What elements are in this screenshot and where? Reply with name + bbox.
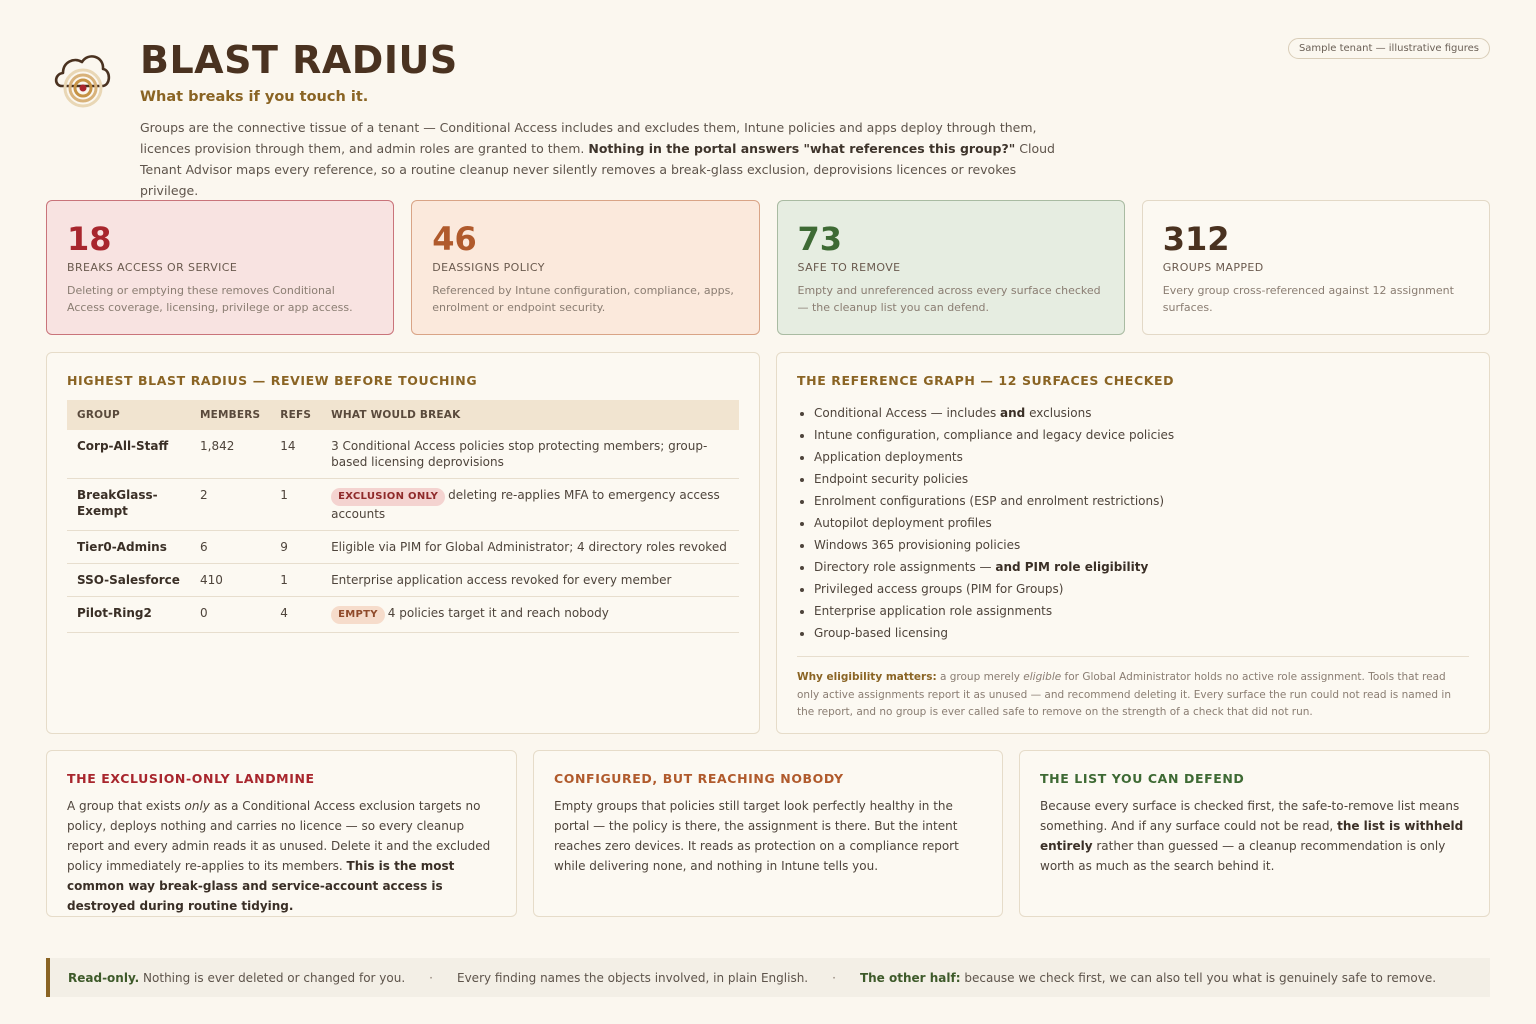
- list-item: • Application deployments: [814, 446, 1469, 468]
- stat-value: 18: [67, 220, 112, 258]
- page-tagline: What breaks if you touch it.: [140, 89, 369, 105]
- list-item: • Enrolment configurations (ESP and enrolment restrictions): [814, 490, 1469, 512]
- reference-graph-panel: [776, 352, 1490, 734]
- list-item: • Intune configuration, compliance and legacy device policies: [814, 424, 1469, 446]
- table-header-row: [67, 400, 739, 430]
- stat-card-safe: [777, 200, 1125, 335]
- list-item: • Privileged access groups (PIM for Groups): [814, 578, 1469, 600]
- eligibility-note: Why eligibility matters: a group merely eligible for Global Administrator holds no active role assignment. Tools that read only active assignments report it as unused — and recommend deleting it. Every surface the run could not read is named in the report, and no group is ever called safe to remove on the strength of a check that did not run.: [797, 656, 1469, 722]
- column-header-group: GROUP: [67, 400, 190, 430]
- break-description: EXCLUSION ONLY deleting re-applies MFA to emergency access accounts: [321, 479, 739, 531]
- stat-card-mapped: [1142, 200, 1490, 335]
- footer-separator: ·: [832, 970, 836, 985]
- stat-label: DEASSIGNS POLICY: [432, 261, 545, 274]
- stat-value: 46: [432, 220, 477, 258]
- stat-description: Referenced by Intune configuration, compliance, apps, enrolment or endpoint security.: [432, 284, 734, 314]
- list-you-can-defend-card: [1019, 750, 1490, 917]
- surface-list: [797, 402, 1469, 644]
- ref-count: 9: [270, 531, 321, 564]
- card-body: Because every surface is checked first, the safe-to-remove list means something. And if any surface could not be read, the list is withheld entirely rather than guessed — a cleanup recommendation is only worth as much as the search behind it.: [1040, 799, 1464, 873]
- footer-readonly: Read-only. Nothing is ever deleted or changed for you.: [68, 970, 406, 985]
- break-description: 3 Conditional Access policies stop protecting members; group-based licensing deprovisions: [321, 430, 739, 479]
- stat-value: 312: [1162, 220, 1230, 258]
- break-description: Enterprise application access revoked for every member: [321, 564, 739, 597]
- stat-label: SAFE TO REMOVE: [797, 261, 901, 274]
- table-row[interactable]: [67, 479, 739, 531]
- stat-label: GROUPS MAPPED: [1162, 261, 1264, 274]
- group-name: Corp-All-Staff: [67, 430, 190, 479]
- footer-separator: ·: [429, 970, 433, 985]
- empty-badge: EMPTY: [331, 606, 385, 624]
- stat-card-breaks: [46, 200, 394, 335]
- card-title: THE LIST YOU CAN DEFEND: [1040, 771, 1245, 786]
- list-item: • Enterprise application role assignments: [814, 600, 1469, 622]
- stat-cards: [46, 200, 1490, 335]
- column-header-members: MEMBERS: [190, 400, 270, 430]
- group-name: SSO-Salesforce: [67, 564, 190, 597]
- column-header-refs: REFS: [270, 400, 321, 430]
- footer-other-half: The other half: because we check first, we can also tell you what is genuinely safe to remove.: [859, 970, 1437, 985]
- blast-radius-panel: [46, 352, 760, 734]
- list-item: • Directory role assignments — and PIM role eligibility: [814, 556, 1469, 578]
- column-header-breaks: WHAT WOULD BREAK: [321, 400, 739, 430]
- cloud-target-icon: [52, 48, 112, 110]
- blast-radius-table: [67, 400, 739, 633]
- break-description: EMPTY 4 policies target it and reach nobody: [321, 597, 739, 633]
- list-item: • Group-based licensing: [814, 622, 1469, 644]
- table-row[interactable]: [67, 597, 739, 633]
- sample-tenant-badge: Sample tenant — illustrative figures: [1288, 38, 1490, 59]
- stat-description: Deleting or emptying these removes Conditional Access coverage, licensing, privilege or app access.: [67, 284, 353, 314]
- group-name: Tier0-Admins: [67, 531, 190, 564]
- page-title: BLAST RADIUS: [140, 38, 458, 82]
- ref-count: 14: [270, 430, 321, 479]
- card-body: Empty groups that policies still target look perfectly healthy in the portal — the policy is there, the assignment is there. But the intent reaches zero devices. It reads as protection on a compliance report while delivering none, and nothing in Intune tells you.: [554, 799, 959, 873]
- configured-reaching-nobody-card: [533, 750, 1003, 917]
- ref-count: 1: [270, 479, 321, 531]
- panel-title: HIGHEST BLAST RADIUS — REVIEW BEFORE TOUCHING: [67, 373, 478, 388]
- member-count: 2: [190, 479, 270, 531]
- list-item: • Windows 365 provisioning policies: [814, 534, 1469, 556]
- table-row[interactable]: [67, 430, 739, 479]
- table-row[interactable]: [67, 531, 739, 564]
- exclusion-only-badge: EXCLUSION ONLY: [331, 488, 445, 506]
- card-body: A group that exists only as a Conditional Access exclusion targets no policy, deploys nothing and carries no licence — so every cleanup report and every admin reads it as unused. Delete it and the excluded policy immediately re-applies to its members. This is the most common way break-glass and service-account access is destroyed during routine tidying.: [67, 799, 491, 913]
- ref-count: 1: [270, 564, 321, 597]
- exclusion-landmine-card: [46, 750, 517, 917]
- stat-label: BREAKS ACCESS OR SERVICE: [67, 261, 238, 274]
- stat-card-deassigns: [411, 200, 759, 335]
- member-count: 0: [190, 597, 270, 633]
- group-name: Pilot-Ring2: [67, 597, 190, 633]
- table-row[interactable]: [67, 564, 739, 597]
- intro-text: Groups are the connective tissue of a tenant — Conditional Access includes and excludes them, Intune policies and apps deploy through them, licences provision through them, and admin roles are granted to them. Nothing in the portal answers "what references this group?" Cloud Tenant Advisor maps every reference, so a routine cleanup never silently removes a break-glass exclusion, deprovisions licences or revokes privilege.: [140, 120, 1055, 198]
- card-title: THE EXCLUSION-ONLY LANDMINE: [67, 771, 315, 786]
- member-count: 6: [190, 531, 270, 564]
- stat-description: Every group cross-referenced against 12 assignment surfaces.: [1162, 284, 1454, 314]
- member-count: 410: [190, 564, 270, 597]
- ref-count: 4: [270, 597, 321, 633]
- footer-banner: [46, 958, 1490, 997]
- panel-title: THE REFERENCE GRAPH — 12 SURFACES CHECKED: [797, 373, 1175, 388]
- break-description: Eligible via PIM for Global Administrator; 4 directory roles revoked: [321, 531, 739, 564]
- stat-value: 73: [797, 220, 843, 258]
- group-name: BreakGlass-Exempt: [67, 479, 190, 531]
- list-item: • Conditional Access — includes and exclusions: [814, 402, 1469, 424]
- footer-plain-english: Every finding names the objects involved, in plain English.: [457, 970, 809, 985]
- card-title: CONFIGURED, BUT REACHING NOBODY: [554, 771, 844, 786]
- member-count: 1,842: [190, 430, 270, 479]
- stat-description: Empty and unreferenced across every surface checked — the cleanup list you can defend.: [797, 284, 1101, 314]
- list-item: • Autopilot deployment profiles: [814, 512, 1469, 534]
- list-item: • Endpoint security policies: [814, 468, 1469, 490]
